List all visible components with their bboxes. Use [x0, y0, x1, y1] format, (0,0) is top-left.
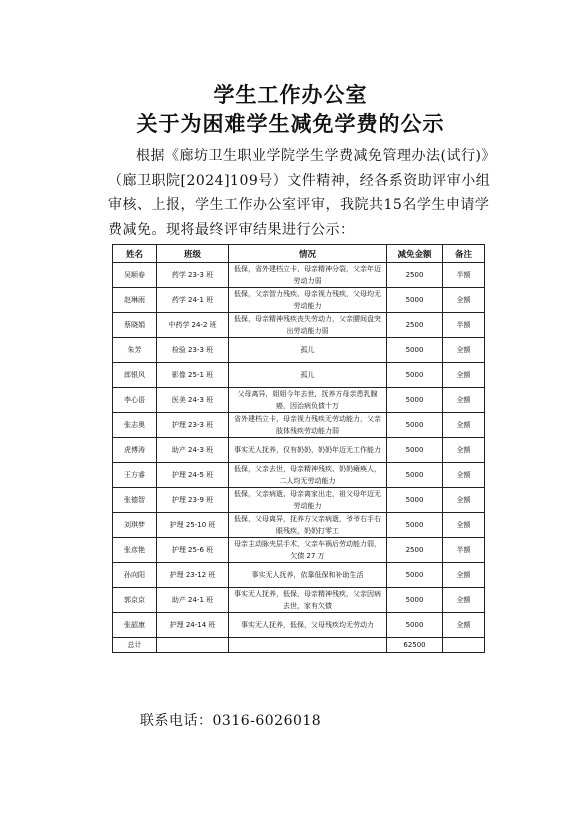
cell-amount: 2500: [387, 263, 443, 288]
table-row: [113, 613, 485, 638]
cell-situation: 事实无人抚养，仅有奶奶，奶奶年迈无工作能力: [229, 438, 387, 463]
total-situation-empty: [229, 638, 387, 653]
cell-situation: 事实无人抚养，低保，母亲精神残疾，父亲因病去世，家有欠债: [229, 588, 387, 613]
cell-name: 吴顺春: [113, 263, 157, 288]
table-row: [113, 288, 485, 313]
table-row: [113, 313, 485, 338]
cell-amount: 2500: [387, 313, 443, 338]
cell-name: 张韶康: [113, 613, 157, 638]
cell-note: 全额: [443, 513, 485, 538]
intro-text: 根据《廊坊卫生职业学院学生学费减免管理办法(试行)》（廊卫职院[2024]109号）文件精神，经各系资助评审小组审核、上报，学生工作办公室评审，我院共15名学生申请学费减免。现将最终评审结果进行公示：: [108, 148, 496, 238]
cell-note: 全额: [443, 338, 485, 363]
cell-name: 李心语: [113, 388, 157, 413]
office-title: 学生工作办公室: [213, 82, 368, 107]
table-row: [113, 463, 485, 488]
table-body: [113, 263, 485, 653]
table-row: [113, 513, 485, 538]
table-row: [113, 388, 485, 413]
cell-name: 朱芳: [113, 338, 157, 363]
cell-amount: 5000: [387, 338, 443, 363]
cell-note: 半额: [443, 263, 485, 288]
total-amount: 62500: [387, 638, 443, 653]
table-total-row: [113, 638, 485, 653]
table-row: [113, 588, 485, 613]
cell-class: 中药学 24-2 班: [157, 313, 229, 338]
cell-note: 半额: [443, 313, 485, 338]
header-situation: 情况: [229, 245, 387, 263]
cell-situation: 低保，父亲病逝、母亲离家出走，祖父母年迈无劳动能力: [229, 488, 387, 513]
contact-phone: 联系电话：0316-6026018: [140, 713, 322, 729]
table-row: [113, 438, 485, 463]
cell-class: 药学 24-1 班: [157, 288, 229, 313]
cell-note: 全额: [443, 438, 485, 463]
cell-situation: 母亲主动脉夹层手术，父亲车祸后劳动能力弱，欠债 27 万: [229, 538, 387, 563]
cell-amount: 5000: [387, 613, 443, 638]
results-table: [112, 244, 485, 653]
cell-amount: 5000: [387, 388, 443, 413]
cell-amount: 5000: [387, 488, 443, 513]
cell-situation: 孤儿: [229, 338, 387, 363]
cell-name: 张彦艳: [113, 538, 157, 563]
cell-name: 郭京京: [113, 588, 157, 613]
intro-paragraph: [108, 144, 500, 242]
cell-situation: 事实无人抚养，低保，父母残疾均无劳动力: [229, 613, 387, 638]
cell-situation: 孤儿: [229, 363, 387, 388]
table-header-row: [113, 245, 485, 263]
cell-name: 虎博涛: [113, 438, 157, 463]
cell-note: 全额: [443, 363, 485, 388]
cell-class: 护理 24-14 班: [157, 613, 229, 638]
cell-class: 护理 25-6 班: [157, 538, 229, 563]
cell-note: 全额: [443, 413, 485, 438]
cell-note: 半额: [443, 538, 485, 563]
cell-note: 全额: [443, 488, 485, 513]
cell-class: 护理 23-9 班: [157, 488, 229, 513]
cell-note: 全额: [443, 588, 485, 613]
cell-note: 全额: [443, 613, 485, 638]
total-label: 总计: [113, 638, 157, 653]
total-class-empty: [157, 638, 229, 653]
cell-name: 张德智: [113, 488, 157, 513]
cell-situation: 父母离异，姐姐今年去世，抚养方母亲患乳腺癌，因治病负债十万: [229, 388, 387, 413]
cell-name: 赵琳雨: [113, 288, 157, 313]
cell-class: 影像 25-1 班: [157, 363, 229, 388]
cell-amount: 5000: [387, 513, 443, 538]
cell-amount: 5000: [387, 463, 443, 488]
table-row: [113, 488, 485, 513]
cell-amount: 5000: [387, 363, 443, 388]
table-row: [113, 363, 485, 388]
cell-situation: 低保，父亲去世，母亲精神残疾、奶奶瘫痪人，二人均无劳动能力: [229, 463, 387, 488]
cell-name: 孙向阳: [113, 563, 157, 588]
cell-class: 医美 24-3 班: [157, 388, 229, 413]
notice-title: 关于为困难学生减免学费的公示: [136, 111, 445, 136]
cell-situation: 低保，父母离异，抚养方父亲病逝，爷爷右手右眼残疾，奶奶打零工: [229, 513, 387, 538]
table-row: [113, 413, 485, 438]
cell-situation: 低保，省外建档立卡、母亲精神分裂，父亲年迈劳动力弱: [229, 263, 387, 288]
table-row: [113, 538, 485, 563]
cell-amount: 5000: [387, 588, 443, 613]
cell-name: 蔡晓娟: [113, 313, 157, 338]
total-note-empty: [443, 638, 485, 653]
cell-situation: 省外建档立卡，母亲视力残疾无劳动能力，父亲肢体残疾劳动能力弱: [229, 413, 387, 438]
cell-class: 药学 23-3 班: [157, 263, 229, 288]
cell-situation: 低保，母亲精神残疾丧失劳动力，父亲腰间盘突出劳动能力弱: [229, 313, 387, 338]
table-row: [113, 563, 485, 588]
cell-amount: 5000: [387, 413, 443, 438]
cell-note: 全额: [443, 463, 485, 488]
cell-class: 护理 25-10 班: [157, 513, 229, 538]
cell-class: 护理 24-5 班: [157, 463, 229, 488]
cell-class: 助产 24-1 班: [157, 588, 229, 613]
cell-name: 郎银风: [113, 363, 157, 388]
cell-amount: 5000: [387, 288, 443, 313]
cell-class: 护理 23-12 班: [157, 563, 229, 588]
cell-name: 王方睿: [113, 463, 157, 488]
cell-note: 全额: [443, 563, 485, 588]
cell-situation: 事实无人抚养，依靠低保和补助生活: [229, 563, 387, 588]
table-row: [113, 263, 485, 288]
cell-class: 护理 23-3 班: [157, 413, 229, 438]
header-name: 姓名: [113, 245, 157, 263]
cell-amount: 5000: [387, 563, 443, 588]
table-row: [113, 338, 485, 363]
cell-name: 刘琪梦: [113, 513, 157, 538]
cell-amount: 2500: [387, 538, 443, 563]
cell-note: 全额: [443, 388, 485, 413]
header-note: 备注: [443, 245, 485, 263]
header-amount: 减免金额: [387, 245, 443, 263]
cell-class: 助产 24-3 班: [157, 438, 229, 463]
header-class: 班级: [157, 245, 229, 263]
cell-name: 张志奥: [113, 413, 157, 438]
cell-note: 全额: [443, 288, 485, 313]
cell-class: 检验 23-3 班: [157, 338, 229, 363]
cell-situation: 低保，父亲智力残疾、母亲视力残疾，父母均无劳动能力: [229, 288, 387, 313]
cell-amount: 5000: [387, 438, 443, 463]
